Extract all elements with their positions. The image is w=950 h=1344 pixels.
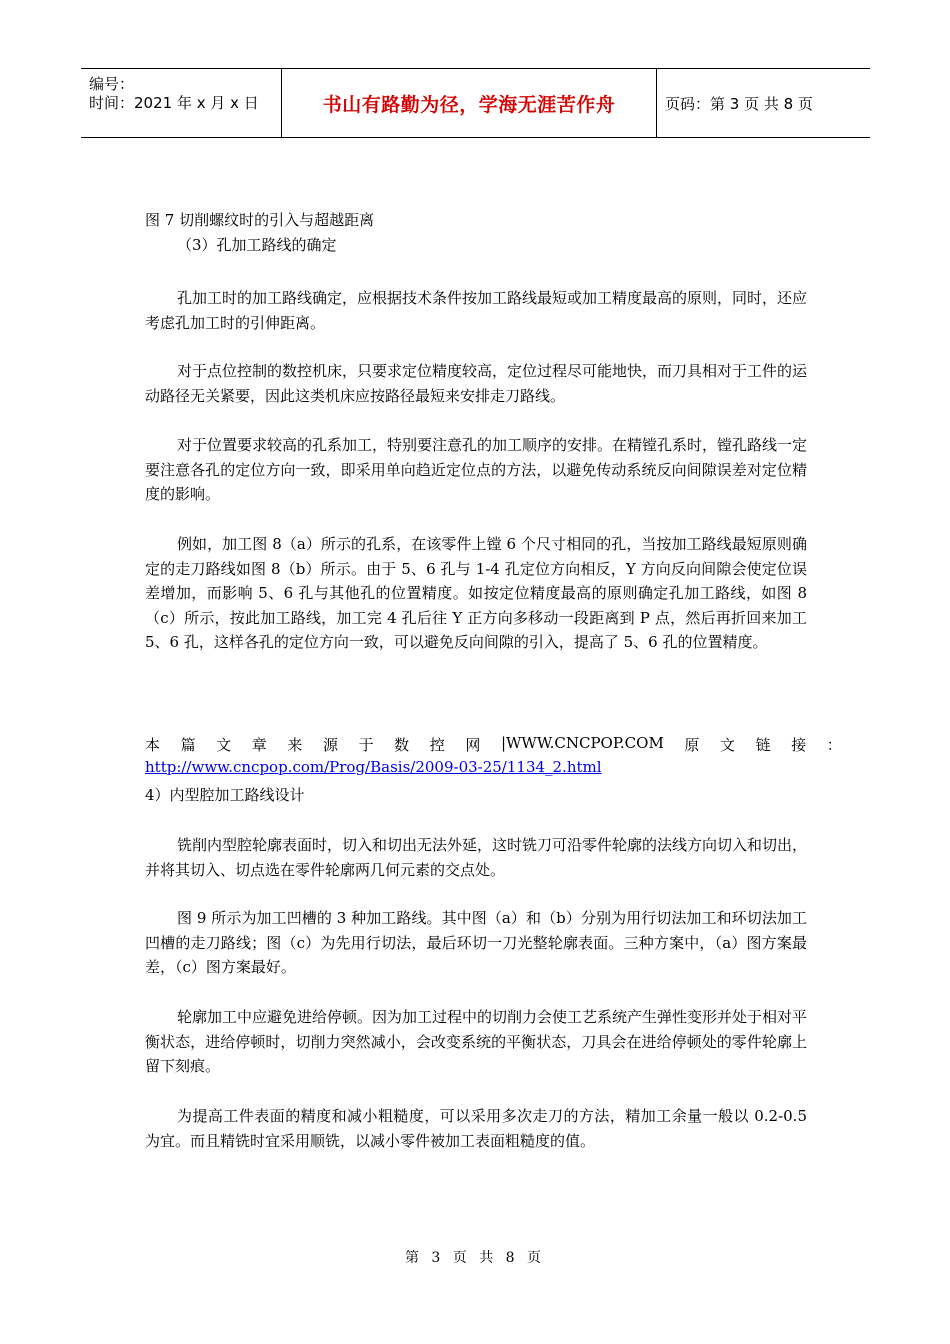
header-right-cell: [657, 69, 870, 137]
source-char: 控: [429, 736, 445, 754]
source-char: 篇: [180, 736, 196, 754]
paragraph-4: 例如，加工图 8（a）所示的孔系，在该零件上镗 6 个尺寸相同的孔，当按加工路线最短原则确定的走刀路线如图 8（b）所示。由于 5、6 孔与 1-4 孔定位方向相反，Y 方向反向间隙会使定位误差增加，而影响 5、6 孔与其他孔的位置精度。如按定位精度最高的原则确定孔加工路线，如图 8（c）所示，按此加工路线，加工完 4 孔后往 Y 正方向多移动一段距离到 P 点，然后再折回来加工 5、6 孔，这样各孔的定位方向一致，可以避免反向间隙的引入，提高了 5、6 孔的位置精度。: [145, 535, 807, 651]
source-char: 文: [216, 736, 232, 754]
source-char: 链: [755, 736, 771, 754]
source-site-name: |WWW.CNCPOP.COM: [500, 734, 664, 752]
source-char: 接: [791, 736, 807, 754]
source-link[interactable]: http://www.cncpop.com/Prog/Basis/2009-03-25/1134_2.html: [145, 758, 602, 776]
paragraph-1: 孔加工时的加工路线确定，应根据技术条件按加工路线最短或加工精度最高的原则，同时，还应考虑孔加工时的引伸距离。: [145, 289, 808, 332]
source-char: 数: [394, 736, 410, 754]
source-char: 于: [358, 736, 374, 754]
source-char: 网: [465, 736, 481, 754]
paragraph-7: 轮廓加工中应避免进给停顿。因为加工过程中的切削力会使工艺系统产生弹性变形并处于相对平衡状态，进给停顿时，切削力突然减小，会改变系统的平衡状态，刀具会在进给停顿处的零件轮廓上留下刻痕。: [145, 1008, 808, 1075]
header-motto: 书山有路勤为径，学海无涯苦作舟: [281, 69, 657, 137]
document-date-label: 时间：2021 年 x 月 x 日: [89, 94, 259, 112]
paragraph-6: 图 9 所示为加工凹槽的 3 种加工路线。其中图（a）和（b）分别为用行切法加工和环切法加工凹槽的走刀路线；图（c）为先用行切法，最后环切一刀光整轮廓表面。三种方案中，（a）图方案最差，（c）图方案最好。: [145, 909, 807, 976]
section-3-title: （3）孔加工路线的确定: [177, 236, 337, 254]
figure-7-caption: 图 7 切削螺纹时的引入与超越距离: [145, 211, 375, 229]
page-footer: 第 3 页 共 8 页: [404, 1250, 546, 1266]
source-char: 原: [684, 736, 700, 754]
source-char: 文: [720, 736, 736, 754]
paragraph-2: 对于点位控制的数控机床，只要求定位精度较高，定位过程尽可能地快，而刀具相对于工件的运动路径无关紧要，因此这类机床应按路径最短来安排走刀路线。: [145, 362, 808, 405]
page-header: [81, 68, 870, 138]
header-page-label: 页码：第 3 页 共 8 页: [665, 94, 813, 113]
paragraph-3: 对于位置要求较高的孔系加工，特别要注意孔的加工顺序的安排。在精镗孔系时，镗孔路线一定要注意各孔的定位方向一致，即采用单向趋近定位点的方法，以避免传动系统反向间隙误差对定位精度的影响。: [145, 436, 808, 503]
source-char: 源: [322, 736, 338, 754]
source-char: ：: [826, 736, 842, 754]
source-char: 章: [251, 736, 267, 754]
paragraph-5: 铣削内型腔轮廓表面时，切入和切出无法外延，这时铣刀可沿零件轮廓的法线方向切入和切出，并将其切入、切点选在零件轮廓两几何元素的交点处。: [145, 836, 808, 879]
paragraph-8: 为提高工件表面的精度和减小粗糙度，可以采用多次走刀的方法，精加工余量一般以 0.2-0.5 为宜。而且精铣时宜采用顺铣，以减小零件被加工表面粗糙度的值。: [145, 1107, 807, 1150]
section-4-title: 4）内型腔加工路线设计: [145, 786, 305, 804]
source-char: 本: [145, 736, 161, 754]
source-char: 来: [287, 736, 303, 754]
header-left-cell: [81, 69, 281, 137]
source-line: [145, 734, 842, 755]
document-number-label: 编号：: [89, 75, 135, 93]
